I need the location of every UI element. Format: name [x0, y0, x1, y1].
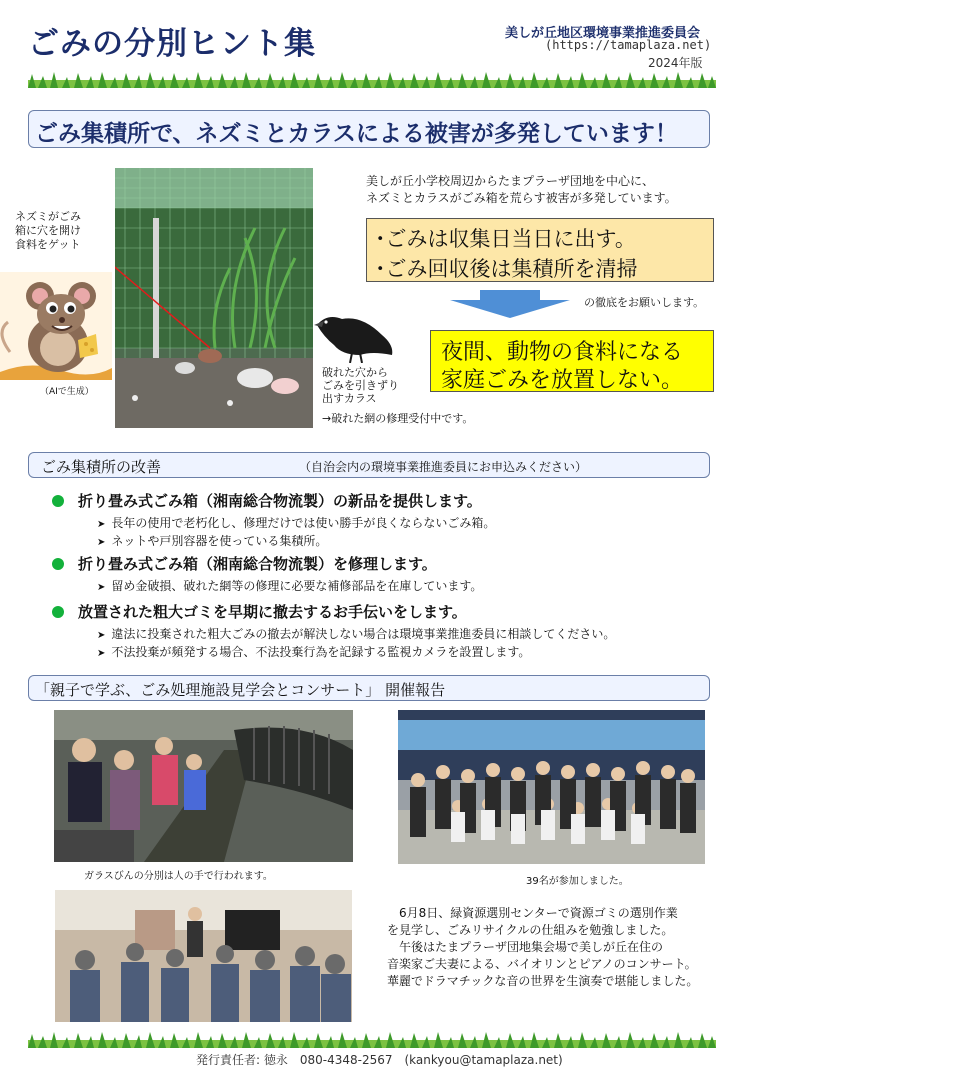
- report-text-line: 午後はたまプラーザ団地集会場で美しが丘在住の: [387, 940, 664, 954]
- website-url[interactable]: (https://tamaplaza.net): [545, 38, 712, 52]
- night-warning-box: [430, 330, 714, 392]
- request-text: の徹底をお願いします。: [584, 296, 705, 309]
- crow-note-line: ごみを引きずり: [322, 379, 399, 392]
- improvement-item: 放置された粗大ゴミを早期に撤去するお手伝いをします。: [52, 601, 467, 622]
- report-title: 「親子で学ぶ、ごみ処理施設見学会とコンサート」 開催報告: [35, 681, 446, 699]
- grass-divider-top: [28, 70, 716, 88]
- down-arrow-icon: [450, 290, 570, 318]
- bullet-icon: [52, 558, 64, 570]
- garbage-station-photo: [115, 168, 313, 428]
- improvement-section-header: [28, 452, 710, 478]
- repair-note: →破れた網の修理受付中です。: [322, 412, 474, 425]
- group-photo-caption: 39名が参加しました。: [526, 876, 629, 887]
- improvement-item: 折り畳み式ごみ箱（湘南総合物流製）を修理します。: [52, 553, 437, 574]
- report-text-line: 華麗でドラマチックな音の世界を生演奏で堪能しました。: [387, 974, 699, 988]
- night-warning-line: 家庭ごみを放置しない。: [441, 368, 684, 393]
- improvement-item: 折り畳み式ごみ箱（湘南総合物流製）の新品を提供します。: [52, 490, 482, 511]
- crow-illustration: [312, 305, 396, 363]
- rules-box: [366, 218, 714, 282]
- publisher-footer: 発行責任者: 徳永 080-4348-2567 (kankyou@tamaplaza.net): [196, 1053, 563, 1067]
- group-photo: [398, 710, 705, 864]
- rat-note-line: 箱に穴を開け: [15, 224, 81, 237]
- improvement-title: ごみ集積所の改善: [41, 458, 162, 476]
- improvement-subitem: ➤ 違法に投棄された粗大ごみの撤去が解決しない場合は環境事業推進委員に相談してください。: [97, 625, 615, 642]
- report-text-line: を見学し、ごみリサイクルの仕組みを勉強しました。: [387, 923, 674, 937]
- damage-description: [366, 173, 677, 207]
- improvement-subitem: ➤ 不法投棄が頻発する場合、不法投棄行為を記録する監視カメラを設置します。: [97, 643, 530, 660]
- rat-note-line: 食料をゲット: [15, 238, 81, 251]
- crow-note-line: 出すカラス: [322, 392, 377, 405]
- report-section-header: [28, 675, 710, 701]
- grass-divider-bottom: [28, 1030, 716, 1048]
- improvement-subitem: ➤ 留め金破損、破れた網等の修理に必要な補修部品を在庫しています。: [97, 577, 482, 594]
- description-line: ネズミとカラスがごみ箱を荒らす被害が多発しています。: [366, 191, 677, 205]
- headline-text: ごみ集積所で、ネズミとカラスによる被害が多発しています！: [35, 121, 678, 147]
- rat-note: [15, 210, 81, 252]
- improvement-subtitle: （自治会内の環境事業推進委員にお申込みください）: [299, 460, 588, 474]
- improvement-subitem: ➤ ネットや戸別容器を使っている集積所。: [97, 532, 327, 549]
- report-text-line: 音楽家ご夫妻による、バイオリンとピアノのコンサート。: [387, 957, 697, 971]
- rule-line: ･ごみ回収後は集積所を清掃: [375, 257, 638, 281]
- organization-name: 美しが丘地区環境事業推進委員会: [505, 26, 701, 41]
- rule-line: ･ごみは収集日当日に出す。: [375, 227, 636, 251]
- ai-generated-caption: （AIで生成）: [40, 387, 94, 397]
- edition-year: 2024年版: [648, 56, 703, 70]
- report-text-line: 6月8日、緑資源選別センターで資源ゴミの選別作業: [387, 906, 678, 920]
- bullet-icon: [52, 495, 64, 507]
- report-text: [387, 905, 698, 990]
- rat-illustration: [0, 272, 112, 380]
- improvement-subitem: ➤ 長年の使用で老朽化し、修理だけでは使い勝手が良くならないごみ箱。: [97, 514, 495, 531]
- crow-note-line: 破れた穴から: [322, 366, 388, 379]
- crow-note: [322, 366, 399, 405]
- description-line: 美しが丘小学校周辺からたまプラーザ団地を中心に、: [366, 174, 655, 188]
- bullet-icon: [52, 606, 64, 618]
- concert-photo: [55, 890, 352, 1022]
- night-warning-line: 夜間、動物の食料になる: [441, 340, 684, 365]
- page-title: ごみの分別ヒント集: [28, 26, 316, 62]
- sorting-photo-caption: ガラスびんの分別は人の手で行われます。: [84, 871, 273, 882]
- sorting-photo: [54, 710, 353, 862]
- rat-note-line: ネズミがごみ: [15, 210, 81, 223]
- headline-box: [28, 110, 710, 148]
